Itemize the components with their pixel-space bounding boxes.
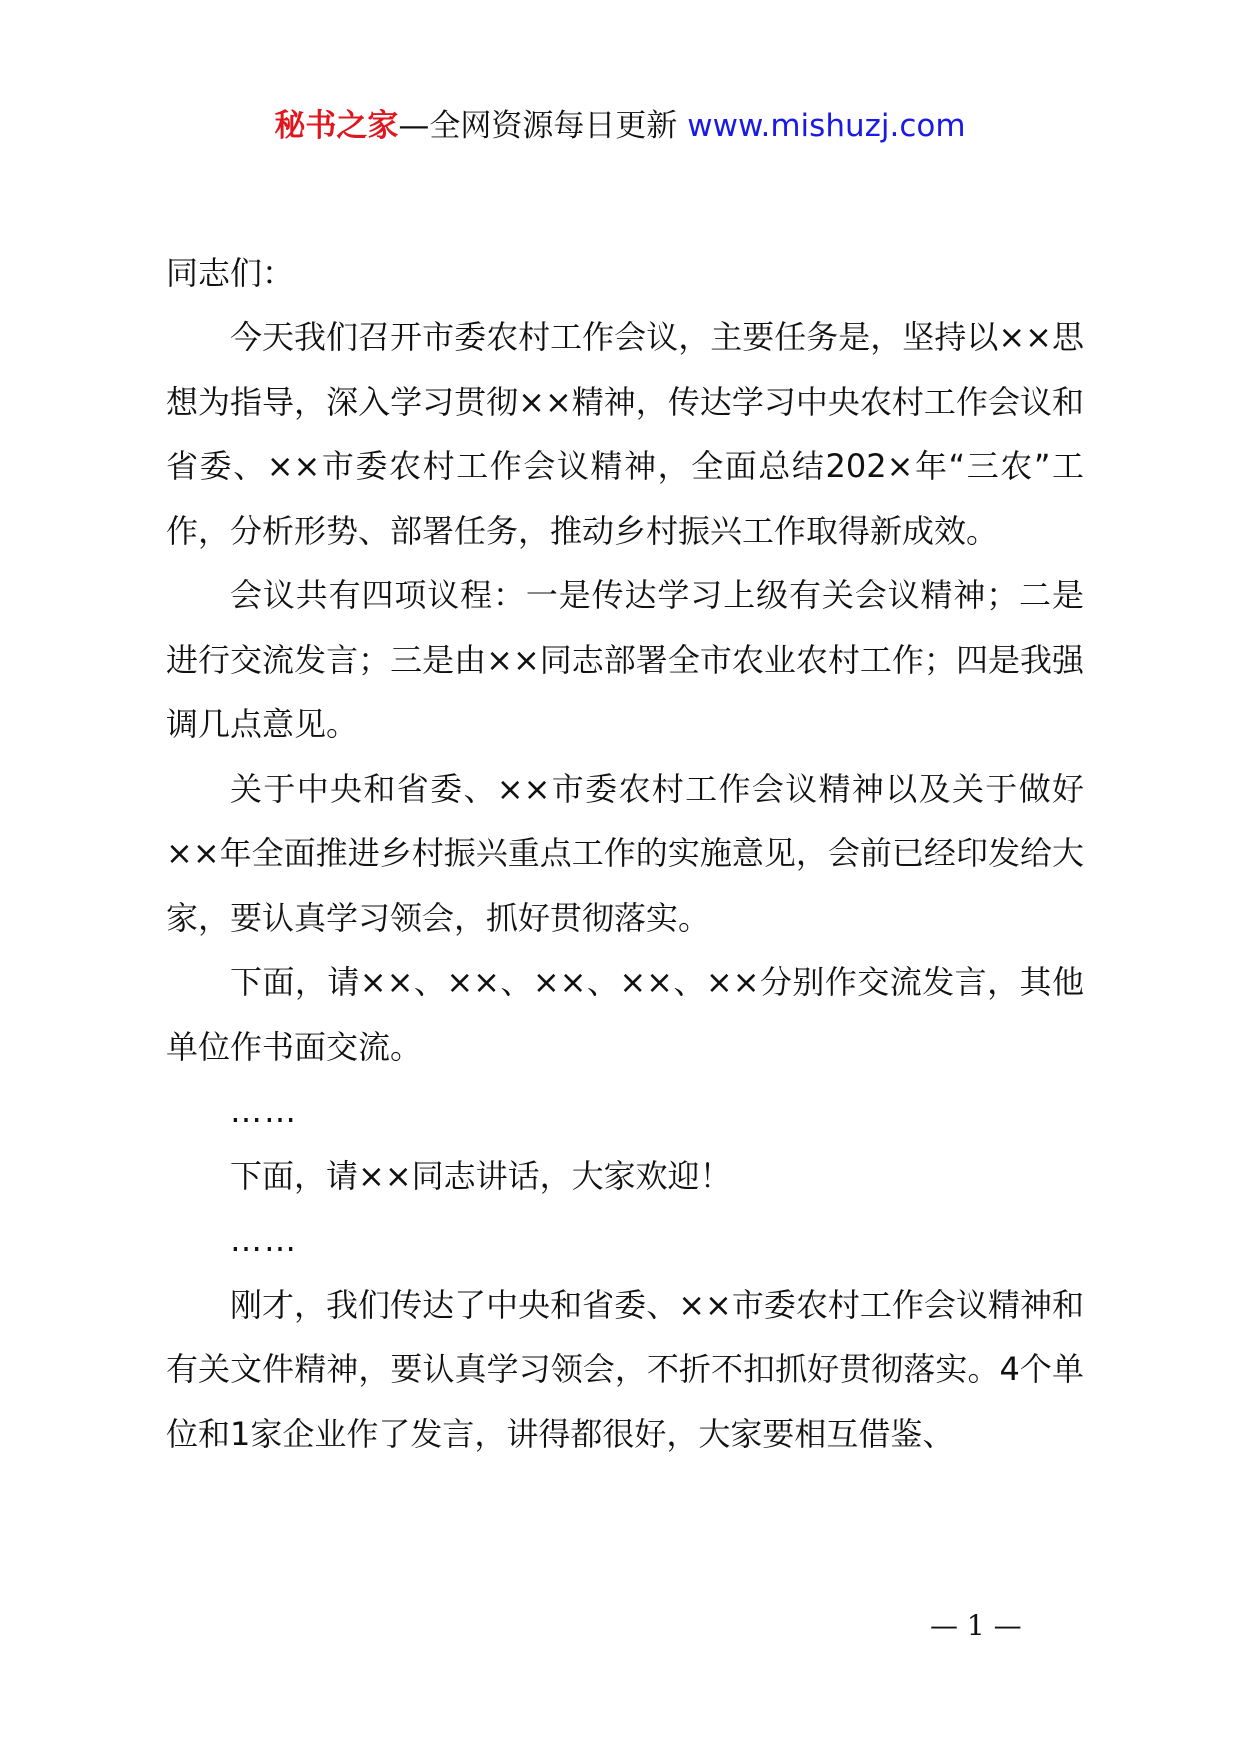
paragraph-agenda: 会议共有四项议程：一是传达学习上级有关会议精神；二是进行交流发言；三是由××同志部署全市农业农村工作；四是我强调几点意见。 (166, 576, 1084, 743)
paragraph-exchange-speeches: 下面，请××、××、××、××、××分别作交流发言，其他单位作书面交流。 (166, 963, 1084, 1066)
header-website-link[interactable]: www.mishuzj.com (687, 108, 966, 144)
header-brand: 秘书之家 (274, 108, 399, 144)
header-tagline: —全网资源每日更新 (398, 108, 688, 144)
document-body (166, 241, 1084, 1466)
ellipsis-2: …… (230, 1221, 298, 1259)
page-number: — 1 — (930, 1609, 1022, 1642)
ellipsis-1: …… (230, 1092, 298, 1130)
greeting: 同志们： (166, 254, 295, 292)
page-header (0, 104, 1240, 148)
paragraph-documents: 关于中央和省委、××市委农村工作会议精神以及关于做好××年全面推进乡村振兴重点工作的实施意见，会前已经印发给大家，要认真学习领会，抓好贯彻落实。 (166, 769, 1084, 937)
paragraph-meeting-purpose: 今天我们召开市委农村工作会议，主要任务是，坚持以××思想为指导，深入学习贯彻××精神，传达学习中央农村工作会议和省委、××市委农村工作会议精神，全面总结202×年“三农”工作，分析形势、部署任务，推动乡村振兴工作取得新成效。 (166, 318, 1084, 550)
paragraph-invite-speech: 下面，请××同志讲话，大家欢迎！ (230, 1156, 732, 1195)
paragraph-summary: 刚才，我们传达了中央和省委、××市委农村工作会议精神和有关文件精神，要认真学习领会，不折不扣抓好贯彻落实。4个单位和1家企业作了发言，讲得都很好，大家要相互借鉴、 (166, 1285, 1084, 1453)
